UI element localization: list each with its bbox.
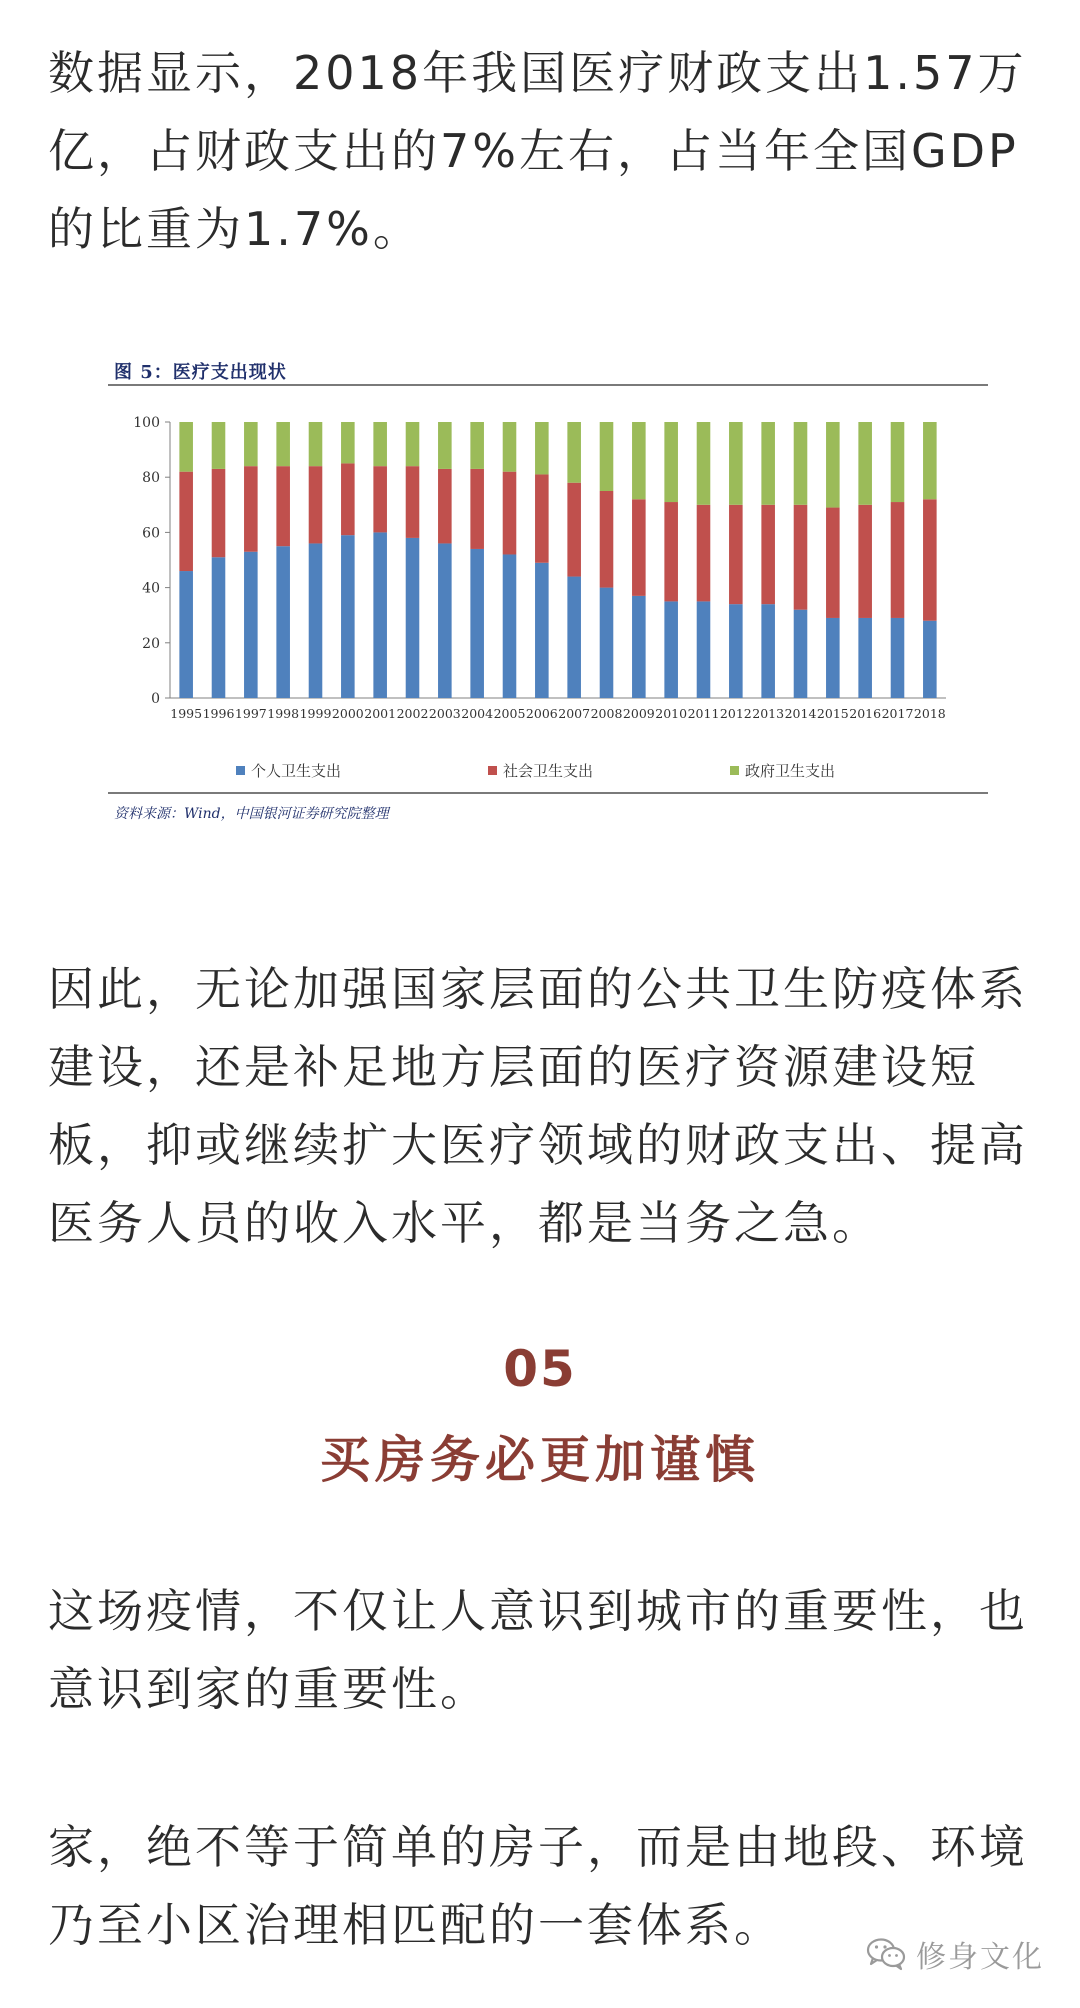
bar-segment-government <box>600 422 614 491</box>
section-title: 买房务必更加谨慎 <box>320 1431 760 1489</box>
x-tick-label: 1999 <box>299 706 332 721</box>
x-tick-label: 2003 <box>428 706 461 721</box>
figure-bottom-rule <box>108 792 988 794</box>
x-tick-label: 2013 <box>752 706 785 721</box>
bar-segment-personal <box>567 577 581 698</box>
bar-segment-government <box>503 422 517 472</box>
bar-segment-personal <box>923 621 937 698</box>
paragraph-epidemic <box>48 1572 1038 1728</box>
bar-segment-personal <box>891 618 905 698</box>
bar-segment-social <box>373 466 387 532</box>
bar-segment-government <box>858 422 872 505</box>
bar-segment-social <box>212 469 226 557</box>
bar-segment-social <box>341 463 355 535</box>
bar-segment-social <box>697 505 711 602</box>
bar-segment-personal <box>600 588 614 698</box>
x-tick-label: 2018 <box>913 706 946 721</box>
chart-figure <box>108 340 996 830</box>
text-line: 这场疫情，不仅让人意识到城市的重要性，也 <box>48 1584 1028 1638</box>
bar-segment-personal <box>212 557 226 698</box>
text-line: 板，抑或继续扩大医疗领域的财政支出、提高 <box>48 1118 1028 1172</box>
bar-segment-personal <box>341 535 355 698</box>
bar-segment-personal <box>470 549 484 698</box>
bar-segment-social <box>244 466 258 552</box>
x-tick-label: 2017 <box>881 706 914 721</box>
bar-segment-social <box>309 466 323 543</box>
bar-segment-personal <box>503 554 517 698</box>
text-line: 建设，还是补足地方层面的医疗资源建设短 <box>48 1040 979 1094</box>
bar-segment-social <box>276 466 290 546</box>
x-tick-label: 2014 <box>784 706 817 721</box>
bar-segment-personal <box>276 546 290 698</box>
bar-segment-personal <box>309 543 323 698</box>
bar-segment-personal <box>535 563 549 698</box>
bar-segment-personal <box>373 532 387 698</box>
wechat-icon <box>866 1937 906 1971</box>
legend-label-personal: 个人卫生支出 <box>251 762 342 780</box>
x-tick-label: 2015 <box>816 706 849 721</box>
x-tick-label: 2012 <box>719 706 752 721</box>
bar-segment-personal <box>179 571 193 698</box>
text-line: 亿，占财政支出的7%左右，占当年全国GDP <box>48 124 1019 178</box>
watermark-text: 修身文化 <box>916 1940 1044 1975</box>
x-tick-label: 1996 <box>202 706 235 721</box>
bar-segment-government <box>697 422 711 505</box>
bar-segment-social <box>729 505 743 604</box>
section-number: 05 <box>503 1340 577 1398</box>
bar-segment-government <box>373 422 387 466</box>
bar-segment-government <box>664 422 678 502</box>
x-tick-label: 2004 <box>461 706 494 721</box>
x-tick-label: 1997 <box>234 706 267 721</box>
paragraph-conclusion <box>48 950 1038 1262</box>
text-line: 乃至小区治理相匹配的一套体系。 <box>48 1898 783 1952</box>
text-line: 数据显示，2018年我国医疗财政支出1.57万 <box>48 46 1027 100</box>
bar-segment-social <box>891 502 905 618</box>
paragraph-intro <box>48 34 1038 268</box>
legend-label-social: 社会卫生支出 <box>503 762 594 780</box>
x-tick-label: 1998 <box>267 706 300 721</box>
bar-segment-government <box>891 422 905 502</box>
x-tick-label: 2001 <box>364 706 397 721</box>
bar-segment-government <box>438 422 452 469</box>
bar-segment-social <box>600 491 614 588</box>
bar-segment-personal <box>664 601 678 698</box>
x-tick-label: 2011 <box>687 706 720 721</box>
bar-segment-personal <box>761 604 775 698</box>
bar-segment-social <box>567 483 581 577</box>
x-tick-label: 2010 <box>655 706 688 721</box>
bar-segment-social <box>406 466 420 538</box>
bar-segment-government <box>794 422 808 505</box>
bar-segment-social <box>794 505 808 610</box>
bar-segment-government <box>341 422 355 463</box>
bar-segment-social <box>632 499 646 596</box>
bar-segment-personal <box>406 538 420 698</box>
x-tick-label: 2005 <box>493 706 526 721</box>
x-tick-label: 2008 <box>590 706 623 721</box>
x-tick-label: 1995 <box>170 706 203 721</box>
bar-segment-social <box>826 508 840 618</box>
bar-segment-social <box>503 472 517 555</box>
bar-segment-social <box>179 472 193 571</box>
legend-item-personal <box>236 760 341 781</box>
legend-swatch-social <box>488 766 497 775</box>
bar-segment-government <box>406 422 420 466</box>
text-line: 医务人员的收入水平，都是当务之急。 <box>48 1196 881 1250</box>
bar-segment-government <box>212 422 226 469</box>
bar-segment-government <box>923 422 937 499</box>
text-line: 的比重为1.7%。 <box>48 202 422 256</box>
legend-swatch-government <box>730 766 739 775</box>
bar-segment-social <box>438 469 452 544</box>
legend-item-social <box>488 760 593 781</box>
y-tick-label: 60 <box>142 525 160 542</box>
bar-segment-personal <box>826 618 840 698</box>
bar-segment-social <box>761 505 775 604</box>
y-tick-label: 20 <box>142 635 160 652</box>
stacked-bar-chart <box>108 386 996 766</box>
bar-segment-personal <box>244 552 258 698</box>
bar-segment-social <box>470 469 484 549</box>
bar-segment-personal <box>794 610 808 698</box>
y-tick-label: 0 <box>151 691 160 707</box>
text-line: 家，绝不等于简单的房子，而是由地段、环境 <box>48 1820 1028 1874</box>
bar-segment-personal <box>729 604 743 698</box>
bar-segment-government <box>567 422 581 483</box>
bar-segment-personal <box>632 596 646 698</box>
bar-segment-government <box>276 422 290 466</box>
bar-segment-social <box>664 502 678 601</box>
bar-segment-government <box>761 422 775 505</box>
y-tick-label: 100 <box>133 415 160 431</box>
x-tick-label: 2007 <box>558 706 591 721</box>
figure-source: 资料来源：Wind，中国银河证券研究院整理 <box>114 806 389 822</box>
text-line: 意识到家的重要性。 <box>48 1662 489 1716</box>
bar-segment-personal <box>438 543 452 698</box>
bar-segment-government <box>729 422 743 505</box>
legend-label-government: 政府卫生支出 <box>745 762 836 780</box>
figure-title: 图 5：医疗支出现状 <box>114 362 287 383</box>
bar-segment-government <box>309 422 323 466</box>
x-tick-label: 2002 <box>396 706 429 721</box>
bar-segment-social <box>858 505 872 618</box>
x-tick-label: 2006 <box>525 706 558 721</box>
bar-segment-personal <box>697 601 711 698</box>
y-tick-label: 40 <box>142 580 160 597</box>
account-watermark <box>866 1932 1044 1976</box>
bar-segment-social <box>535 474 549 562</box>
x-tick-label: 2016 <box>849 706 882 721</box>
legend-item-government <box>730 760 835 781</box>
bar-segment-government <box>826 422 840 508</box>
bar-segment-personal <box>858 618 872 698</box>
bar-segment-government <box>244 422 258 466</box>
x-tick-label: 2000 <box>331 706 364 721</box>
bar-segment-government <box>632 422 646 499</box>
bar-segment-government <box>470 422 484 469</box>
legend-swatch-personal <box>236 766 245 775</box>
bar-segment-government <box>535 422 549 474</box>
bar-segment-social <box>923 499 937 620</box>
bar-segment-government <box>179 422 193 472</box>
text-line: 因此，无论加强国家层面的公共卫生防疫体系 <box>48 962 1028 1016</box>
x-tick-label: 2009 <box>622 706 655 721</box>
y-tick-label: 80 <box>142 470 160 487</box>
